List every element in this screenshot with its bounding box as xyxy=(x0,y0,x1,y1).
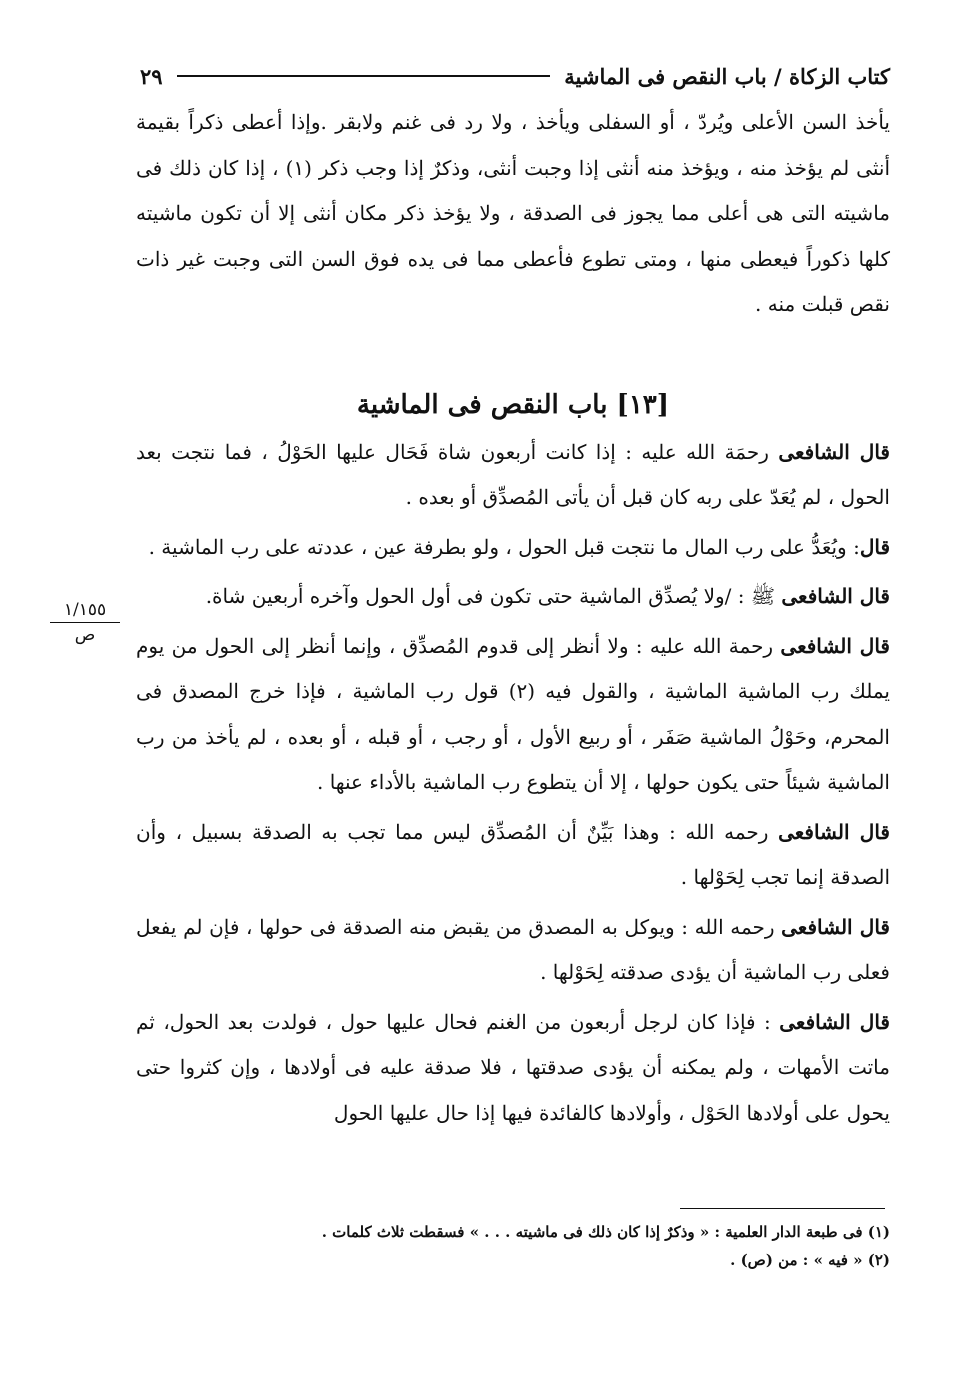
speaker-lead: قال xyxy=(859,534,890,559)
paragraph-7 xyxy=(136,1000,890,1137)
running-title: كتاب الزكاة / باب النقص فى الماشية xyxy=(564,63,890,89)
margin-ref-top: ١/١٥٥ xyxy=(50,600,120,623)
running-header xyxy=(140,56,890,96)
paragraph-text: ﷺ : /ولا يُصدِّق الماشية حتى تكون فى أول الحول وآخره أربعين شاة. xyxy=(205,584,782,608)
paragraph-text: رحمه الله : ويوكل به المصدق من يقبض منه الصدقة فى حولها ، فإن لم يفعل فعلى رب الماشية أن يؤدى صدقته لِحَوْلها . xyxy=(136,914,890,984)
paragraph-2 xyxy=(136,525,890,571)
footnote-2: (٢) « فيه » : من (ص) . xyxy=(730,1251,890,1269)
footnote-1: (١) فى طبعة الدار العلمية : « وذكرٌ إذا كان ذلك فى ماشيته . . . » فسقطت ثلاث كلمات . xyxy=(321,1223,890,1241)
paragraph-continuation: يأخذ السن الأعلى ويُردّ ، أو السفلى ويأخذ ، ولا رد فى غنم ولابقر .وإذا أعطى ذكراً بقيمة أنثى لم يؤخذ منه ، ويؤخذ منه أنثى إذا وجبت أنثى، وذكرٌ إذا وجب ذكر (١) ، إذا كان ذلك فى ماشيته التى هى أعلى مما يجوز فى الصدقة ، ولا يؤخذ ذكر مكان أنثى إلا أن تكون ماشيته كلها ذكوراً فيعطى منها ، ومتى تطوع فأعطى مما فى يده فوق السن التى وجبت غير ذات نقص قبلت منه . xyxy=(136,110,891,316)
paragraph-text: رحمَة الله عليه : إذا كانت أربعون شاة فَحَال عليها الحَوْلُ ، فما نتجت بعد الحول ، لم يُعَدّ على ربه كان قبل أن يأتى المُصدِّق أو بعده . xyxy=(136,439,890,509)
header-rule xyxy=(177,75,551,77)
paragraph-text: رحمه الله : وهذا بَيِّنٌ أن المُصدِّق ليس مما تجب به الصدقة بسبيل ، وأن الصدقة إنما تجب لِحَوْلها . xyxy=(136,819,890,889)
paragraph-5 xyxy=(136,810,890,901)
speaker-lead: قال الشافعى xyxy=(778,819,890,844)
speaker-lead: قال الشافعى xyxy=(778,439,890,464)
paragraph-3 xyxy=(136,574,890,620)
paragraph-4 xyxy=(136,624,890,806)
paragraph-text: رحمة الله عليه : ولا أنظر إلى قدوم المُصدِّق ، وإنما أنظر إلى الحول من يوم يملك رب الماشية الماشية ، والقول فيه (٢) قول رب الماشية ، فإذا خرج المصدق فى المحرم، وحَوْلُ الماشية صَفَر ، أو ربيع الأول ، أو رجب ، أو قبله ، أو بعده ، لم يأخذ من رب الماشية شيئاً حتى يكون حولها ، إلا أن يتطوع رب الماشية بالأداء عنها . xyxy=(136,633,890,794)
margin-page-reference xyxy=(50,600,120,645)
footnote-separator xyxy=(680,1208,885,1209)
paragraph-text: : ويُعَدُّ على رب المال ما نتجت قبل الحول ، ولو بطرفة عين ، عددته على رب الماشية . xyxy=(148,534,860,559)
main-text-block xyxy=(136,100,890,1136)
margin-ref-bottom: ص xyxy=(74,625,96,645)
speaker-lead: قال الشافعى xyxy=(780,633,890,658)
paragraph-6 xyxy=(136,905,890,996)
speaker-lead: قال الشافعى xyxy=(781,584,890,608)
page-number: ٢٩ xyxy=(140,63,163,89)
footnotes xyxy=(136,1218,890,1274)
paragraph-text: : فإذا كان لرجل أربعون من الغنم فحال عليها حول ، فولدت بعد الحول، ثم ماتت الأمهات ، ولم يمكنه أن يؤدى صدقتها ، فلا صدقة عليه فى أولادها ، وإن كثروا حتى يحول على أولادها الحَوْل ، وأولادها كالفائدة فيها إذا حال عليها الحول xyxy=(136,1009,890,1125)
speaker-lead: قال الشافعى xyxy=(779,1009,890,1034)
speaker-lead: قال الشافعى xyxy=(781,914,890,939)
paragraph-1 xyxy=(136,430,890,521)
chapter-heading: [١٣] باب النقص فى الماشية xyxy=(356,389,670,420)
